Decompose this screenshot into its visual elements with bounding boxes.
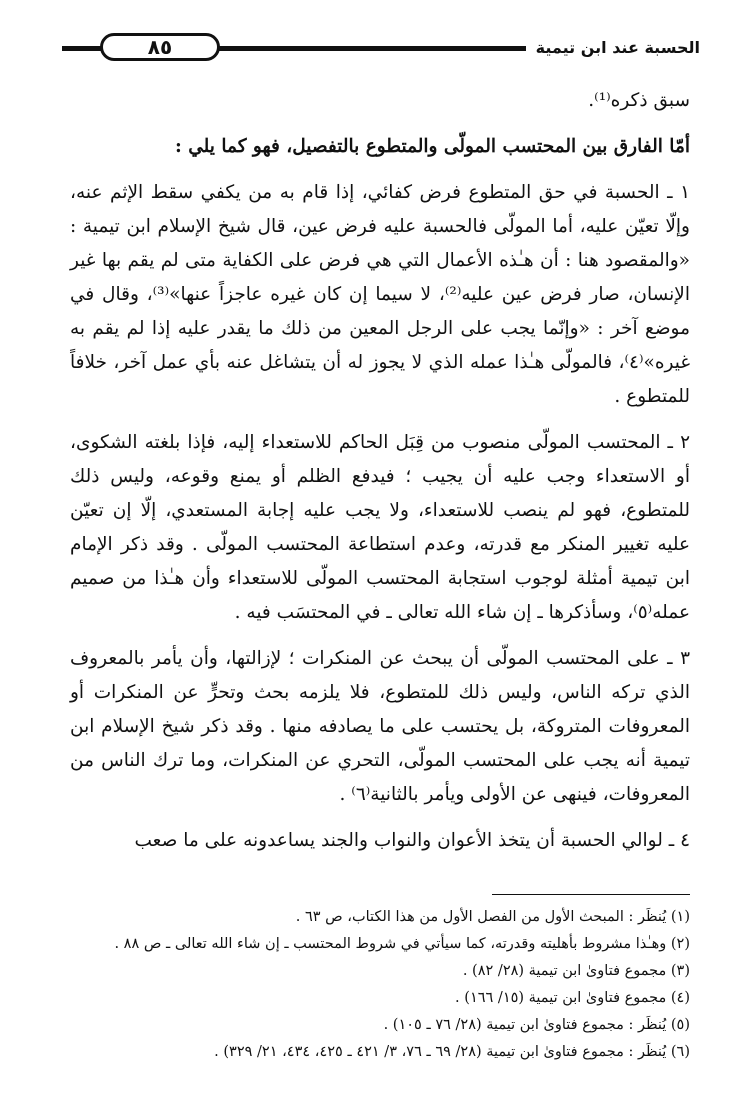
footnote-2: (٢) وهـٰذا مشروط بأهليته وقدرته، كما سيأتي في شروط المحتسب ـ إن شاء الله تعالى ـ ص ٨٨ . <box>114 936 690 952</box>
running-title: الحسبة عند ابن تيمية <box>526 33 702 63</box>
footnotes <box>70 904 690 1066</box>
paragraph-point-3: ٣ ـ على المحتسب المولّى أن يبحث عن المنكرات ؛ لإزالتها، وأن يأمر بالمعروف الذي تركه الناس، وليس ذلك للمتطوع، فلا يلزمه بحث وتحرٍّ عن المنكرات أو المعروفات المتروكة، بل يحتسب على ما يصادفه منها . وقد ذكر شيخ الإسلام ابن تيمية أنه يجب على المحتسب المولّى، التحري عن المنكرات، وما ترك الناس من المعروفات، فينهى عن الأولى ويأمر بالثانية⁽٦⁾ . <box>70 648 690 805</box>
footnote-6: (٦) يُنظَر : مجموع فتاوىٰ ابن تيمية (٢٨/ ٦٩ ـ ٧٦، ٣/ ٤٢١ ـ ٤٢٥، ٤٣٤، ٢١/ ٣٢٩) . <box>214 1044 690 1060</box>
paragraph-continuation: سبق ذكره⁽¹⁾. <box>588 90 690 111</box>
page-number: ٨٥ <box>100 33 220 61</box>
footnote-4: (٤) مجموع فتاوىٰ ابن تيمية (١٥/ ١٦٦) . <box>455 990 690 1006</box>
footnote-1: (١) يُنظَر : المبحث الأول من الفصل الأول من هذا الكتاب، ص ٦٣ . <box>295 909 690 925</box>
section-heading: أمّا الفارق بين المحتسب المولّى والمتطوع بالتفصيل، فهو كما يلي : <box>174 136 690 157</box>
paragraph-point-2: ٢ ـ المحتسب المولّى منصوب من قِبَل الحاكم للاستعداء إليه، فإذا بلغته الشكوى، أو الاستعداء وجب عليه أن يجيب ؛ فيدفع الظلم أو يمنع وقوعه، وليس ذلك للمتطوع، فهو لم ينصب للاستعداء، ولا يجب عليه إجابة المستعدي، إلّا إن تعيّن عليه تغيير المنكر مع قدرته، وعدم استطاعة المحتسب المولّى . وقد ذكر الإمام ابن تيمية أمثلة لوجوب استجابة المحتسب المولّى للاستعداء وأن هـٰذا من صميم عمله⁽٥⁾، وسأذكرها ـ إن شاء الله تعالى ـ في المحتسَب فيه . <box>70 432 690 623</box>
footnote-separator <box>492 894 690 895</box>
paragraph-point-4: ٤ ـ لوالي الحسبة أن يتخذ الأعوان والنواب والجند يساعدونه على ما صعب <box>134 830 690 851</box>
paragraph-point-1: ١ ـ الحسبة في حق المتطوع فرض كفائي، إذا قام به من يكفي سقط الإثم عنه، وإلّا تعيّن عليه، أما المولّى فالحسبة عليه فرض عين، قال شيخ الإسلام ابن تيمية : «والمقصود هنا : أن هـٰذه الأعمال التي هي فرض على الكفاية متى لم يقم بها غير الإنسان، صار فرض عين عليه⁽²⁾، لا سيما إن كان غيره عاجزاً عنها»⁽³⁾، وقال في موضع آخر : «وإنّما يجب على الرجل المعين من ذلك ما يقدر عليه إذا لم يقم به غيره»⁽٤⁾، فالمولّى هـٰذا عمله الذي لا يجوز له أن يتشاغل عنه بأي عمل آخر، خلافاً للمتطوع . <box>70 182 690 407</box>
footnote-5: (٥) يُنظَر : مجموع فتاوىٰ ابن تيمية (٢٨/ ٧٦ ـ ١٠٥) . <box>383 1017 690 1033</box>
body-text <box>70 84 690 858</box>
running-header <box>62 33 702 63</box>
footnote-3: (٣) مجموع فتاوىٰ ابن تيمية (٢٨/ ٨٢) . <box>462 963 690 979</box>
